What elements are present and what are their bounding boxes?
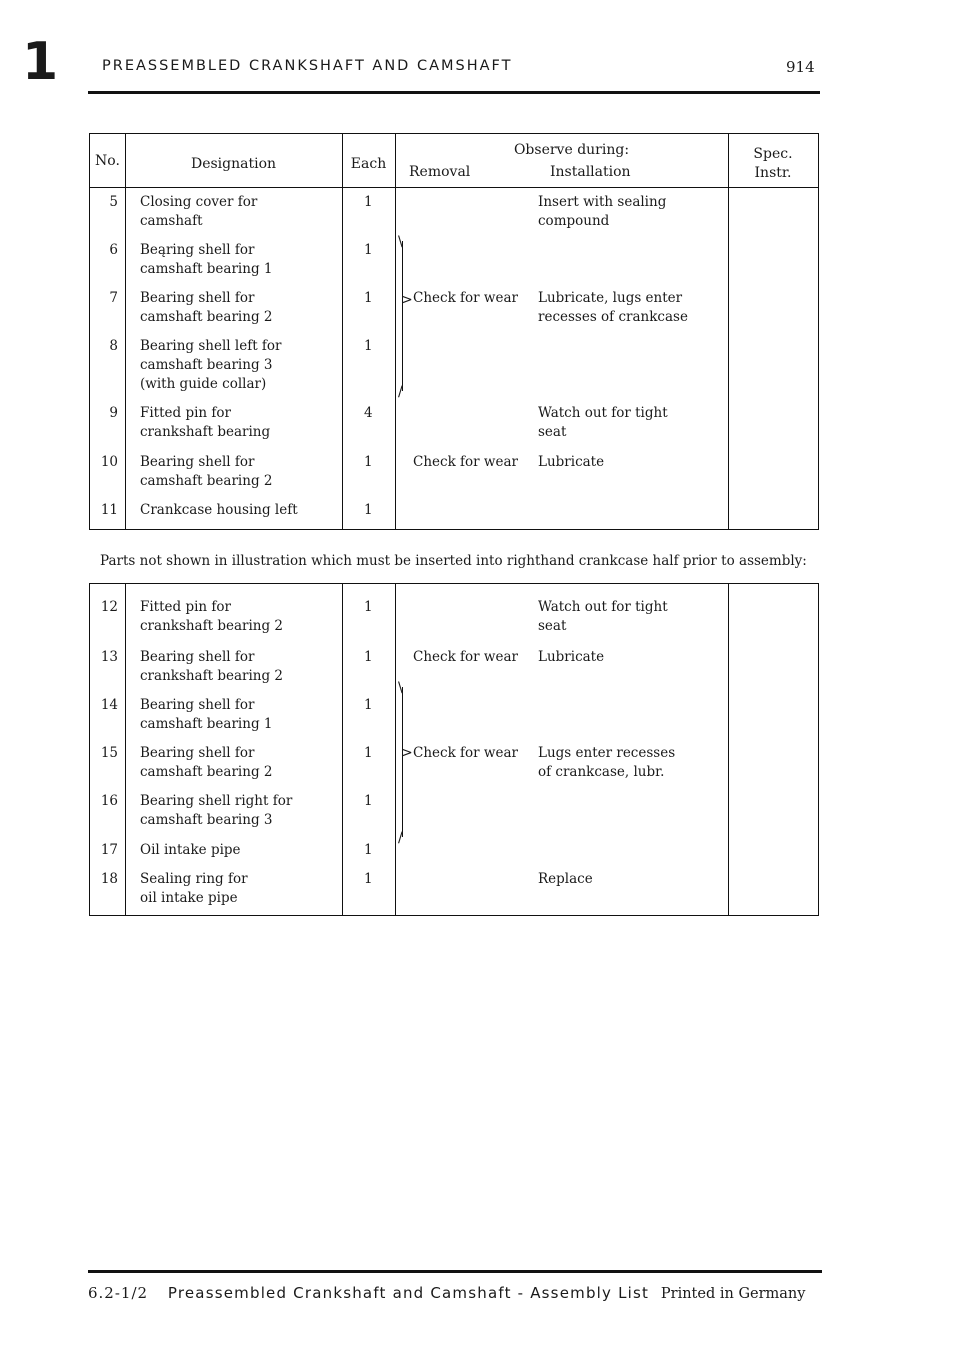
footer-code: 6.2-1/2 xyxy=(88,1284,149,1302)
col-header-each: Each xyxy=(350,156,387,172)
row-number: 8 xyxy=(109,338,118,354)
row-each: 1 xyxy=(364,649,373,665)
row-installation: recesses of crankcase xyxy=(538,309,688,325)
row-each: 1 xyxy=(364,242,373,258)
assembly-table-1 xyxy=(89,133,819,530)
assembly-table-2 xyxy=(89,583,819,916)
row-designation: Bearing shell for xyxy=(140,697,255,713)
row-removal: Check for wear xyxy=(413,745,518,761)
row-number: 9 xyxy=(109,405,118,421)
row-number: 18 xyxy=(100,871,118,887)
row-each: 1 xyxy=(364,194,373,210)
row-designation: Bearing shell left for xyxy=(140,338,282,354)
row-designation: crankshaft bearing 2 xyxy=(140,668,283,684)
row-designation: camshaft bearing 2 xyxy=(140,473,273,489)
row-each: 1 xyxy=(364,697,373,713)
row-number: 11 xyxy=(100,502,118,518)
row-designation: Beąring shell for xyxy=(140,242,255,258)
row-each: 1 xyxy=(364,745,373,761)
page-number: 914 xyxy=(786,58,815,76)
col-header-spec-line2: Instr. xyxy=(754,165,792,181)
row-installation: compound xyxy=(538,213,610,229)
row-designation: Crankcase housing left xyxy=(140,502,298,518)
row-each: 1 xyxy=(364,871,373,887)
row-designation: Bearing shell for xyxy=(140,290,255,306)
row-designation: Bearing shell for xyxy=(140,649,255,665)
row-installation: Replace xyxy=(538,871,593,887)
row-each: 1 xyxy=(364,454,373,470)
row-each: 1 xyxy=(364,842,373,858)
brace-point: > xyxy=(401,745,413,761)
row-designation: camshaft bearing 1 xyxy=(140,261,273,277)
col-header-installation: Installation xyxy=(550,164,631,180)
row-designation: Fitted pin for xyxy=(140,405,231,421)
row-designation: Closing cover for xyxy=(140,194,258,210)
row-each: 1 xyxy=(364,502,373,518)
row-installation: Lubricate xyxy=(538,454,605,470)
brace-top-hook: \ xyxy=(398,680,403,696)
row-each: 1 xyxy=(364,793,373,809)
brace-top-hook: \ xyxy=(398,234,403,250)
row-designation: Fitted pin for xyxy=(140,599,231,615)
brace-bottom-hook: / xyxy=(398,830,403,846)
row-designation: camshaft xyxy=(140,213,203,229)
col-header-removal: Removal xyxy=(409,164,471,180)
header-rule xyxy=(88,91,820,94)
row-number: 5 xyxy=(109,194,118,210)
row-designation: camshaft bearing 2 xyxy=(140,764,273,780)
col-header-observe: Observe during: xyxy=(513,142,630,158)
row-installation: seat xyxy=(538,424,567,440)
row-designation: Bearing shell for xyxy=(140,745,255,761)
row-designation: camshaft bearing 2 xyxy=(140,309,273,325)
row-designation: camshaft bearing 3 xyxy=(140,812,273,828)
row-designation: Bearing shell right for xyxy=(140,793,293,809)
row-number: 10 xyxy=(100,454,118,470)
row-removal: Check for wear xyxy=(413,649,518,665)
row-installation: of crankcase, lubr. xyxy=(538,764,665,780)
row-designation: camshaft bearing 1 xyxy=(140,716,273,732)
row-each: 1 xyxy=(364,599,373,615)
row-designation: crankshaft bearing 2 xyxy=(140,618,283,634)
row-designation: Bearing shell for xyxy=(140,454,255,470)
row-removal: Check for wear xyxy=(413,454,518,470)
row-installation: Lubricate, lugs enter xyxy=(538,290,683,306)
col-header-designation: Designation xyxy=(190,156,277,172)
row-number: 17 xyxy=(100,842,118,858)
row-installation: Watch out for tight xyxy=(538,599,668,615)
footer xyxy=(88,1284,805,1302)
row-designation: crankshaft bearing xyxy=(140,424,271,440)
row-designation: Sealing ring for xyxy=(140,871,248,887)
footer-subject: Preassembled Crankshaft and Camshaft - Assembly List xyxy=(167,1284,650,1302)
row-removal: Check for wear xyxy=(413,290,518,306)
footer-printed: Printed in Germany xyxy=(660,1286,806,1302)
row-number: 14 xyxy=(100,697,118,713)
brace-left-table2 xyxy=(402,687,403,837)
row-installation: Watch out for tight xyxy=(538,405,668,421)
row-each: 1 xyxy=(364,290,373,306)
row-designation: oil intake pipe xyxy=(140,890,238,906)
row-designation: camshaft bearing 3 xyxy=(140,357,273,373)
row-number: 16 xyxy=(100,793,118,809)
brace-bottom-hook: / xyxy=(398,384,403,400)
row-designation: Oil intake pipe xyxy=(140,842,241,858)
page-title: PREASSEMBLED CRANKSHAFT AND CAMSHAFT xyxy=(102,58,513,74)
row-number: 13 xyxy=(100,649,118,665)
row-each: 1 xyxy=(364,338,373,354)
row-installation: Lugs enter recesses xyxy=(538,745,676,761)
row-installation: seat xyxy=(538,618,567,634)
brace-left-table1 xyxy=(402,241,403,391)
row-number: 7 xyxy=(109,290,118,306)
footer-rule xyxy=(88,1270,822,1273)
col-header-no: No. xyxy=(95,153,120,169)
assembly-note: Parts not shown in illustration which must be inserted into righthand crankcase half prior to assembly: xyxy=(100,553,807,569)
row-installation: Lubricate xyxy=(538,649,605,665)
row-number: 6 xyxy=(109,242,118,258)
row-number: 15 xyxy=(100,745,118,761)
row-each: 4 xyxy=(364,405,373,421)
brace-point: > xyxy=(401,292,413,308)
row-number: 12 xyxy=(100,599,118,615)
row-installation: Insert with sealing xyxy=(538,194,667,210)
section-number: 1 xyxy=(22,32,59,92)
row-designation: (with guide collar) xyxy=(140,376,267,392)
col-header-spec: Spec. xyxy=(753,146,793,162)
